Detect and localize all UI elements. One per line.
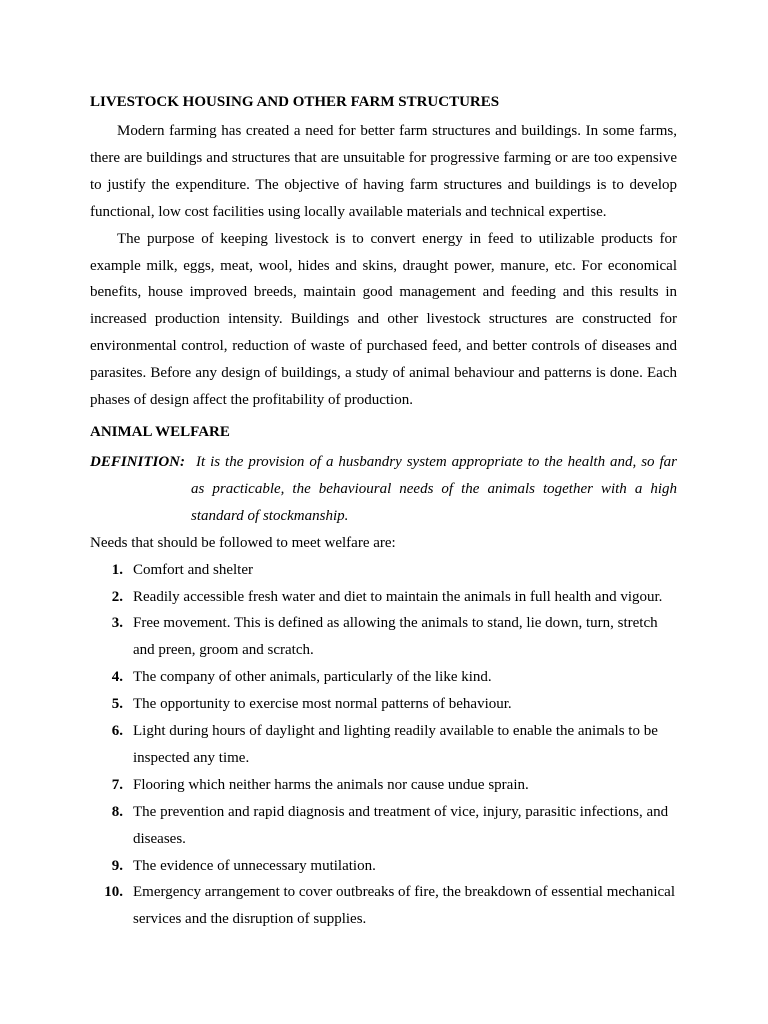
list-item-text: Flooring which neither harms the animals nor cause undue sprain. — [133, 776, 529, 793]
list-item — [90, 718, 677, 772]
welfare-needs-list — [90, 557, 677, 934]
definition-text: It is the provision of a husbandry system appropriate to the health and, so far as practicable, the behavioural needs of the animals together with a high standard of stockmanship. — [191, 453, 677, 524]
list-item — [90, 879, 677, 933]
paragraph-intro: Modern farming has created a need for better farm structures and buildings. In some farms, there are buildings and structures that are unsuitable for progressive farming or are too expensive to justify the expenditure. The objective of having farm structures and buildings is to develop functional, low cost facilities using locally available materials and technical expertise. — [90, 123, 677, 220]
definition-label: DEFINITION: — [90, 453, 186, 470]
list-item — [90, 799, 677, 853]
list-item-number: 10. — [104, 884, 123, 901]
list-item-number: 5. — [111, 696, 123, 713]
list-item-text: Free movement. This is defined as allowing the animals to stand, lie down, turn, stretch and preen, groom and scratch. — [133, 615, 658, 659]
list-item-number: 3. — [111, 615, 123, 632]
list-item-number: 4. — [111, 669, 123, 686]
paragraph-purpose: The purpose of keeping livestock is to convert energy in feed to utilizable products for example milk, eggs, meat, wool, hides and skins, draught power, manure, etc. For economical benefits, house improved breeds, maintain good management and feeding and this results in increased production intensity. Buildings and other livestock structures are constructed for environmental control, reduction of waste of purchased feed, and better controls of diseases and parasites. Before any design of buildings, a study of animal behaviour and patterns is done. Each phases of design affect the profitability of production. — [90, 230, 677, 409]
list-item — [90, 557, 677, 584]
list-item-number: 6. — [111, 723, 123, 740]
list-item — [90, 772, 677, 799]
list-item-text: Readily accessible fresh water and diet to maintain the animals in full health and vigour. — [133, 588, 663, 605]
list-item-number: 9. — [111, 857, 123, 874]
list-item — [90, 664, 677, 691]
needs-intro: Needs that should be followed to meet welfare are: — [90, 534, 396, 551]
list-item-number: 8. — [111, 803, 123, 820]
list-item-text: Emergency arrangement to cover outbreaks of fire, the breakdown of essential mechanical services and the disruption of supplies. — [133, 884, 675, 928]
list-item-number: 7. — [111, 776, 123, 793]
list-item-number: 1. — [111, 561, 123, 578]
document-title: LIVESTOCK HOUSING AND OTHER FARM STRUCTURES — [90, 94, 500, 110]
section-heading-animal-welfare: ANIMAL WELFARE — [90, 423, 230, 440]
list-item-text: Comfort and shelter — [133, 561, 253, 578]
list-item — [90, 584, 677, 611]
list-item — [90, 610, 677, 664]
definition-block — [90, 449, 677, 530]
list-item-text: The opportunity to exercise most normal patterns of behaviour. — [133, 696, 512, 713]
list-item-text: Light during hours of daylight and lighting readily available to enable the animals to be inspected any time. — [133, 723, 658, 766]
list-item-text: The company of other animals, particularly of the like kind. — [133, 669, 492, 686]
list-item — [90, 853, 677, 880]
list-item-text: The evidence of unnecessary mutilation. — [133, 857, 376, 874]
page-content — [90, 89, 677, 933]
list-item-text: The prevention and rapid diagnosis and treatment of vice, injury, parasitic infections, and diseases. — [133, 803, 669, 847]
list-item-number: 2. — [111, 588, 123, 605]
list-item — [90, 691, 677, 718]
